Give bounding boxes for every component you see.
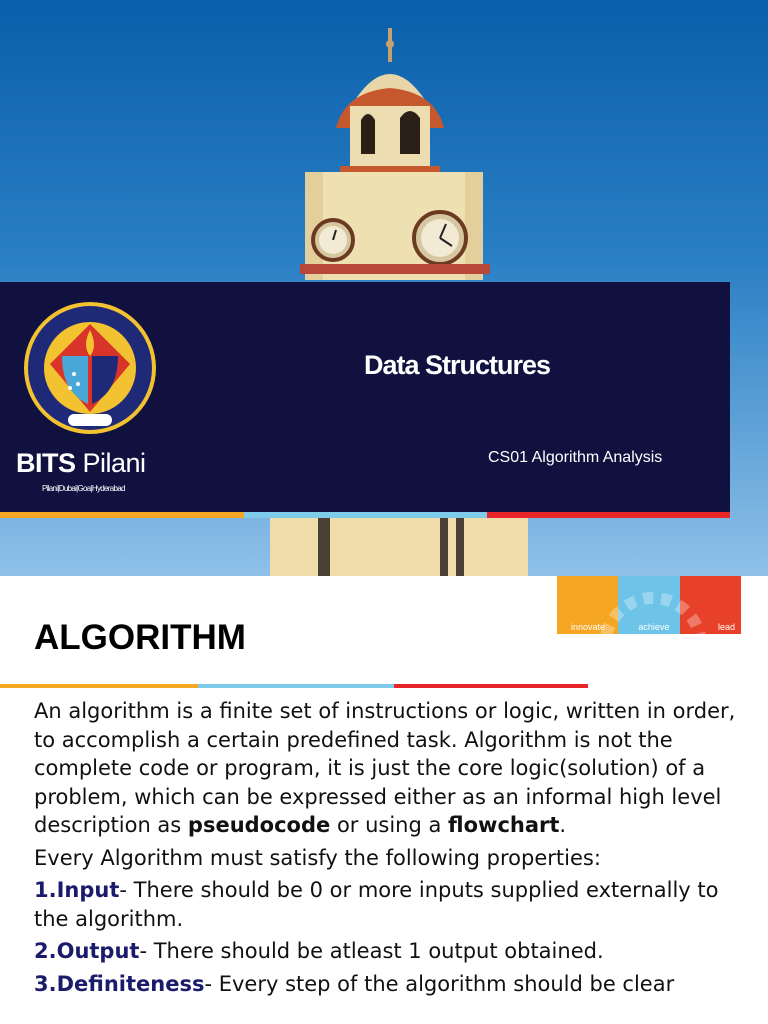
- property-item: 2.Output- There should be atleast 1 output obtained.: [34, 939, 604, 963]
- course-subtitle: CS01 Algorithm Analysis: [488, 449, 663, 466]
- institute-name: BITS Pilani: [16, 448, 146, 478]
- property-item: 1.Input- There should be 0 or more inputs supplied externally to the algorithm.: [34, 878, 719, 931]
- tag-achieve: achieve: [618, 576, 679, 634]
- property-item: 3.Definiteness- Every step of the algorithm should be clear: [34, 971, 675, 996]
- slide-heading: ALGORITHM: [34, 618, 246, 657]
- color-stripe: [0, 512, 730, 518]
- campus-list: Pilani|Dubai|Goa|Hyderabad: [42, 484, 125, 493]
- tag-lead: lead: [680, 576, 741, 634]
- bits-logo-emblem: [22, 300, 158, 436]
- tag-innovate: innovate: [557, 576, 618, 634]
- slide-body: [34, 697, 754, 1002]
- gear-watermark-icon: [557, 576, 741, 634]
- content-slide: [0, 576, 768, 1024]
- intro-paragraph: An algorithm is a finite set of instructions or logic, written in order, to accomplish a certain predefined task. Algorithm is not the complete code or program, it is just the core logic(solution) of a problem, which can be expressed either as an informal high level description as pseudocode or using a flowchart.: [34, 699, 736, 837]
- color-stripe: [0, 684, 588, 688]
- properties-intro: Every Algorithm must satisfy the following properties:: [34, 845, 601, 870]
- course-title: Data Structures: [364, 350, 551, 380]
